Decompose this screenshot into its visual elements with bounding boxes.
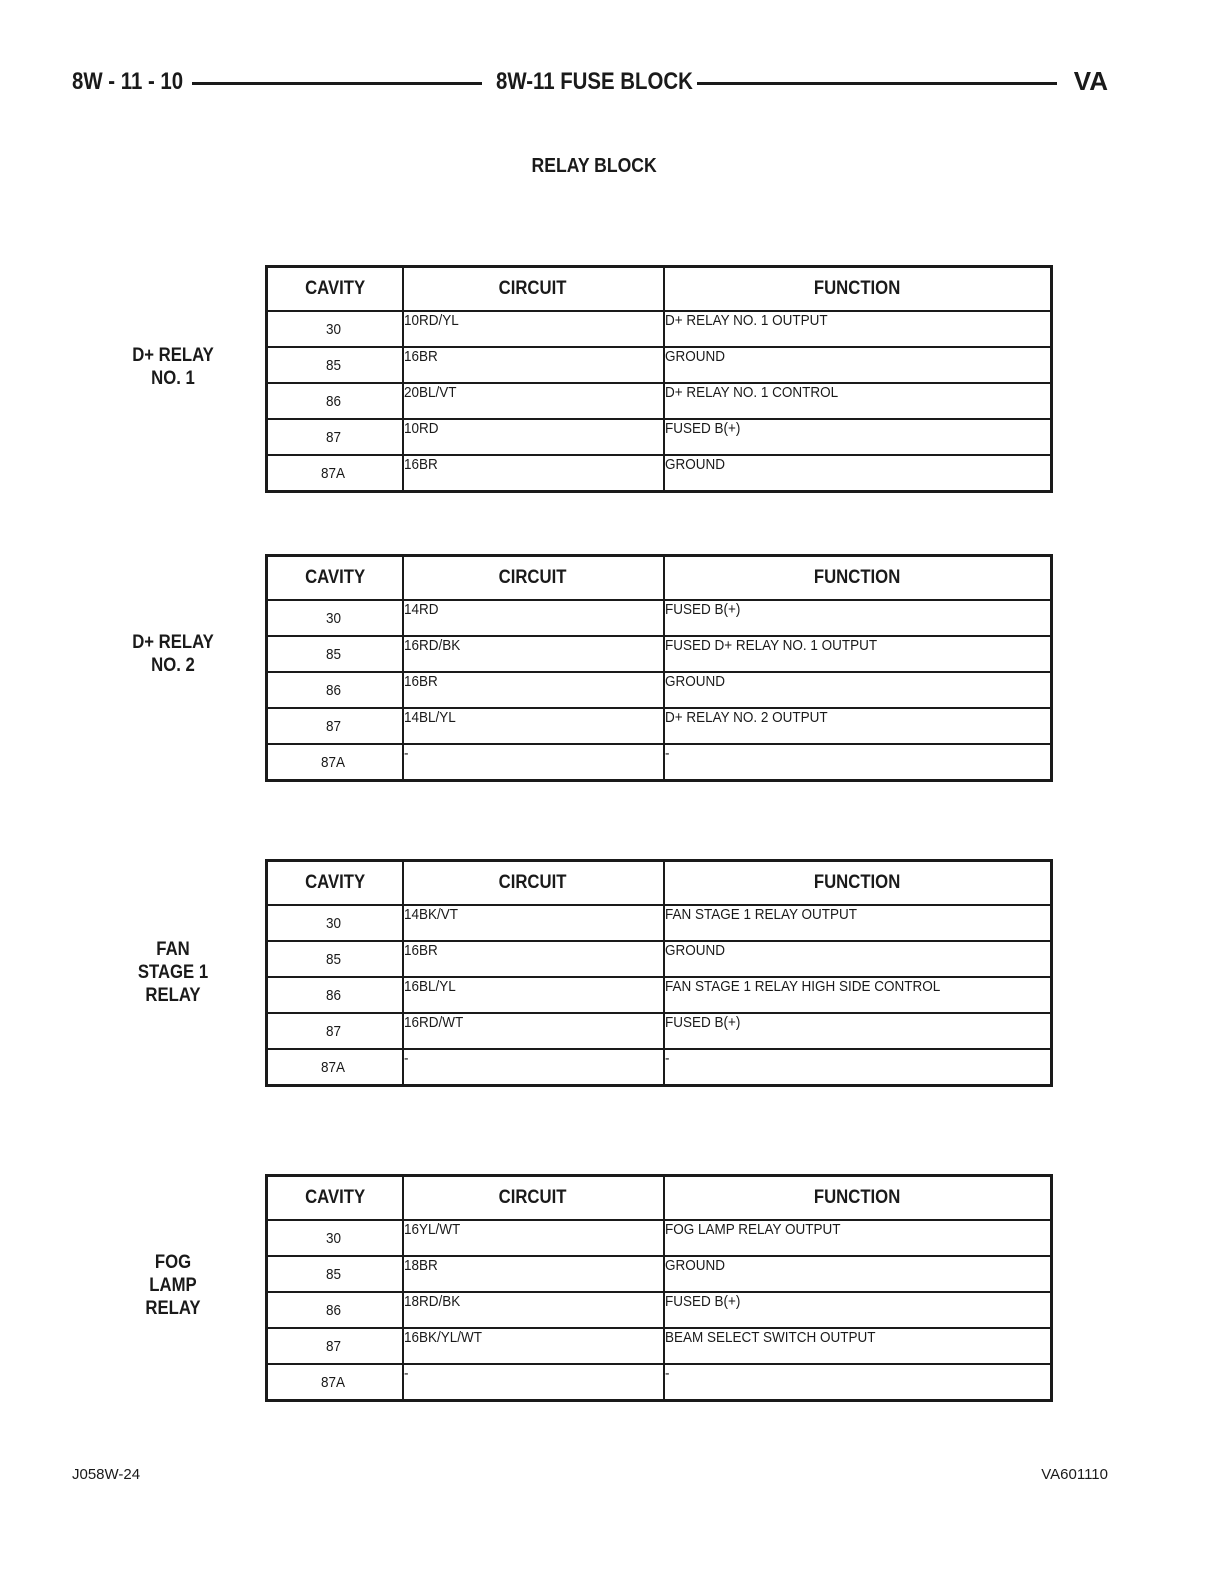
function-value: D+ RELAY NO. 2 OUTPUT bbox=[664, 709, 828, 726]
table-row bbox=[267, 1256, 1052, 1292]
function-value: FUSED B(+) bbox=[664, 601, 740, 618]
cavity-value: 86 bbox=[326, 1301, 342, 1319]
function-cell bbox=[664, 311, 1052, 347]
relay-table-fog-lamp bbox=[265, 1174, 1053, 1402]
table-row bbox=[267, 1220, 1052, 1256]
relay-label-line: NO. 2 bbox=[151, 655, 195, 676]
relay-label-line: STAGE 1 bbox=[137, 962, 209, 983]
cavity-value: 87A bbox=[321, 753, 346, 771]
circuit-value: 10RD/YL bbox=[403, 312, 459, 329]
relay-label-line: RELAY bbox=[145, 985, 201, 1006]
circuit-cell bbox=[403, 1292, 664, 1328]
function-cell bbox=[664, 1292, 1052, 1328]
circuit-cell bbox=[403, 1013, 664, 1049]
circuit-cell bbox=[403, 905, 664, 941]
cavity-cell bbox=[267, 672, 403, 708]
cavity-value: 30 bbox=[326, 1229, 342, 1247]
table-header-row bbox=[267, 556, 1052, 601]
cavity-cell bbox=[267, 708, 403, 744]
cavity-value: 87A bbox=[321, 1058, 346, 1076]
col-header-circuit-text: CIRCUIT bbox=[499, 872, 567, 893]
col-header-circuit-text: CIRCUIT bbox=[499, 278, 567, 299]
function-cell bbox=[664, 419, 1052, 455]
cavity-value: 86 bbox=[326, 392, 342, 410]
circuit-cell bbox=[403, 636, 664, 672]
table-header-row bbox=[267, 267, 1052, 312]
function-value: D+ RELAY NO. 1 CONTROL bbox=[664, 384, 838, 401]
cavity-cell bbox=[267, 1220, 403, 1256]
cavity-cell bbox=[267, 1364, 403, 1401]
col-header-circuit bbox=[403, 861, 664, 906]
relay-label-line: LAMP bbox=[149, 1275, 197, 1296]
cavity-value: 86 bbox=[326, 681, 342, 699]
section-title: 8W-11 FUSE BLOCK bbox=[496, 68, 693, 95]
cavity-value: 30 bbox=[326, 609, 342, 627]
circuit-value: 14RD bbox=[403, 601, 439, 618]
function-value: FUSED B(+) bbox=[664, 420, 740, 437]
cavity-cell bbox=[267, 1049, 403, 1086]
table-row bbox=[267, 1292, 1052, 1328]
function-value: - bbox=[664, 1050, 669, 1067]
relay-label-line: RELAY bbox=[145, 1298, 201, 1319]
footer-left-code: J058W-24 bbox=[72, 1466, 141, 1483]
relay-label-line: D+ RELAY bbox=[132, 632, 214, 653]
cavity-value: 87 bbox=[326, 717, 342, 735]
cavity-value: 87 bbox=[326, 1337, 342, 1355]
cavity-cell bbox=[267, 311, 403, 347]
function-cell bbox=[664, 1328, 1052, 1364]
relay-label-line: FOG bbox=[154, 1252, 192, 1273]
cavity-cell bbox=[267, 600, 403, 636]
col-header-function-text: FUNCTION bbox=[814, 278, 901, 299]
relay-label-line: D+ RELAY bbox=[132, 345, 214, 366]
circuit-value: 18RD/BK bbox=[403, 1293, 460, 1310]
cavity-value: 85 bbox=[326, 356, 342, 374]
function-cell bbox=[664, 383, 1052, 419]
function-cell bbox=[664, 600, 1052, 636]
circuit-value: 16BR bbox=[403, 348, 438, 365]
circuit-value: 16RD/BK bbox=[403, 637, 460, 654]
circuit-cell bbox=[403, 1049, 664, 1086]
col-header-function-text: FUNCTION bbox=[814, 567, 901, 588]
relay-label-d-relay-2 bbox=[110, 631, 236, 677]
cavity-value: 30 bbox=[326, 320, 342, 338]
cavity-value: 30 bbox=[326, 914, 342, 932]
function-cell bbox=[664, 1220, 1052, 1256]
cavity-cell bbox=[267, 744, 403, 781]
function-value: FUSED B(+) bbox=[664, 1293, 740, 1310]
cavity-cell bbox=[267, 905, 403, 941]
relay-label-line: NO. 1 bbox=[151, 368, 195, 389]
col-header-circuit-text: CIRCUIT bbox=[499, 1187, 567, 1208]
circuit-value: 16BR bbox=[403, 673, 438, 690]
table-header-row bbox=[267, 861, 1052, 906]
table-row bbox=[267, 672, 1052, 708]
col-header-cavity bbox=[267, 267, 403, 312]
function-cell bbox=[664, 1256, 1052, 1292]
cavity-cell bbox=[267, 941, 403, 977]
footer-right-code: VA601110 bbox=[1041, 1466, 1108, 1483]
table-header-row bbox=[267, 1176, 1052, 1221]
function-cell bbox=[664, 455, 1052, 492]
cavity-cell bbox=[267, 977, 403, 1013]
relay-label-fan-stage-1 bbox=[110, 938, 236, 1007]
cavity-cell bbox=[267, 383, 403, 419]
col-header-function bbox=[664, 1176, 1052, 1221]
page-number: 8W - 11 - 10 bbox=[72, 68, 184, 95]
table-row bbox=[267, 744, 1052, 781]
col-header-circuit-text: CIRCUIT bbox=[499, 567, 567, 588]
col-header-circuit bbox=[403, 556, 664, 601]
circuit-value: 16BK/YL/WT bbox=[403, 1329, 482, 1346]
col-header-function bbox=[664, 556, 1052, 601]
circuit-value: 16BR bbox=[403, 942, 438, 959]
cavity-value: 85 bbox=[326, 1265, 342, 1283]
col-header-circuit bbox=[403, 267, 664, 312]
circuit-value: 16RD/WT bbox=[403, 1014, 463, 1031]
col-header-cavity-text: CAVITY bbox=[304, 278, 365, 299]
cavity-cell bbox=[267, 455, 403, 492]
table-row bbox=[267, 347, 1052, 383]
table-row bbox=[267, 708, 1052, 744]
function-cell bbox=[664, 672, 1052, 708]
function-value: GROUND bbox=[664, 1257, 725, 1274]
function-cell bbox=[664, 347, 1052, 383]
function-value: - bbox=[664, 1365, 669, 1382]
function-cell bbox=[664, 977, 1052, 1013]
table-row bbox=[267, 419, 1052, 455]
circuit-value: - bbox=[403, 1365, 408, 1382]
table-row bbox=[267, 636, 1052, 672]
relay-label-d-relay-1 bbox=[110, 344, 236, 390]
cavity-value: 85 bbox=[326, 645, 342, 663]
col-header-function-text: FUNCTION bbox=[814, 872, 901, 893]
page-title bbox=[0, 155, 1188, 178]
relay-table-d-relay-1 bbox=[265, 265, 1053, 493]
function-cell bbox=[664, 1049, 1052, 1086]
circuit-cell bbox=[403, 672, 664, 708]
table-row bbox=[267, 383, 1052, 419]
function-value: GROUND bbox=[664, 456, 725, 473]
circuit-value: 14BK/VT bbox=[403, 906, 458, 923]
table-row bbox=[267, 977, 1052, 1013]
cavity-cell bbox=[267, 347, 403, 383]
circuit-value: - bbox=[403, 1050, 408, 1067]
circuit-cell bbox=[403, 744, 664, 781]
function-value: D+ RELAY NO. 1 OUTPUT bbox=[664, 312, 828, 329]
table-row bbox=[267, 600, 1052, 636]
col-header-cavity-text: CAVITY bbox=[304, 1187, 365, 1208]
col-header-cavity bbox=[267, 861, 403, 906]
circuit-cell bbox=[403, 311, 664, 347]
relay-table-d-relay-2 bbox=[265, 554, 1053, 782]
circuit-cell bbox=[403, 1328, 664, 1364]
circuit-value: 14BL/YL bbox=[403, 709, 456, 726]
function-cell bbox=[664, 708, 1052, 744]
function-cell bbox=[664, 636, 1052, 672]
header-rule-right bbox=[697, 82, 1057, 85]
circuit-value: 20BL/VT bbox=[403, 384, 457, 401]
circuit-cell bbox=[403, 1364, 664, 1401]
function-cell bbox=[664, 905, 1052, 941]
circuit-cell bbox=[403, 977, 664, 1013]
function-value: FAN STAGE 1 RELAY OUTPUT bbox=[664, 906, 857, 923]
cavity-cell bbox=[267, 1328, 403, 1364]
function-cell bbox=[664, 1013, 1052, 1049]
cavity-value: 86 bbox=[326, 986, 342, 1004]
table-row bbox=[267, 905, 1052, 941]
function-cell bbox=[664, 744, 1052, 781]
col-header-cavity bbox=[267, 556, 403, 601]
table-row bbox=[267, 1049, 1052, 1086]
function-value: FOG LAMP RELAY OUTPUT bbox=[664, 1221, 841, 1238]
cavity-cell bbox=[267, 636, 403, 672]
circuit-value: 18BR bbox=[403, 1257, 438, 1274]
function-value: FAN STAGE 1 RELAY HIGH SIDE CONTROL bbox=[664, 978, 940, 995]
cavity-cell bbox=[267, 419, 403, 455]
cavity-cell bbox=[267, 1256, 403, 1292]
col-header-circuit bbox=[403, 1176, 664, 1221]
col-header-function bbox=[664, 267, 1052, 312]
function-value: FUSED B(+) bbox=[664, 1014, 740, 1031]
cavity-value: 87 bbox=[326, 428, 342, 446]
circuit-cell bbox=[403, 419, 664, 455]
page-title-text: RELAY BLOCK bbox=[531, 155, 657, 177]
col-header-function bbox=[664, 861, 1052, 906]
table-row bbox=[267, 455, 1052, 492]
function-cell bbox=[664, 1364, 1052, 1401]
circuit-cell bbox=[403, 347, 664, 383]
function-value: BEAM SELECT SWITCH OUTPUT bbox=[664, 1329, 876, 1346]
circuit-value: 16YL/WT bbox=[403, 1221, 460, 1238]
circuit-cell bbox=[403, 1220, 664, 1256]
page-header bbox=[72, 64, 1108, 102]
circuit-cell bbox=[403, 600, 664, 636]
circuit-cell bbox=[403, 708, 664, 744]
col-header-function-text: FUNCTION bbox=[814, 1187, 901, 1208]
relay-label-line: FAN bbox=[156, 939, 190, 960]
function-cell bbox=[664, 941, 1052, 977]
cavity-value: 87A bbox=[321, 464, 346, 482]
table-row bbox=[267, 941, 1052, 977]
function-value: GROUND bbox=[664, 942, 725, 959]
relay-label-fog-lamp bbox=[110, 1251, 236, 1320]
relay-table-fan-stage-1 bbox=[265, 859, 1053, 1087]
function-value: - bbox=[664, 745, 669, 762]
function-value: FUSED D+ RELAY NO. 1 OUTPUT bbox=[664, 637, 877, 654]
cavity-value: 87 bbox=[326, 1022, 342, 1040]
col-header-cavity bbox=[267, 1176, 403, 1221]
circuit-cell bbox=[403, 941, 664, 977]
cavity-cell bbox=[267, 1292, 403, 1328]
circuit-value: 10RD bbox=[403, 420, 439, 437]
col-header-cavity-text: CAVITY bbox=[304, 567, 365, 588]
table-row bbox=[267, 311, 1052, 347]
cavity-cell bbox=[267, 1013, 403, 1049]
col-header-cavity-text: CAVITY bbox=[304, 872, 365, 893]
table-row bbox=[267, 1364, 1052, 1401]
table-row bbox=[267, 1328, 1052, 1364]
circuit-value: 16BL/YL bbox=[403, 978, 456, 995]
table-row bbox=[267, 1013, 1052, 1049]
circuit-value: 16BR bbox=[403, 456, 438, 473]
circuit-cell bbox=[403, 455, 664, 492]
circuit-cell bbox=[403, 1256, 664, 1292]
header-rule-left bbox=[192, 82, 482, 85]
function-value: GROUND bbox=[664, 348, 725, 365]
circuit-value: - bbox=[403, 745, 408, 762]
cavity-value: 87A bbox=[321, 1373, 346, 1391]
circuit-cell bbox=[403, 383, 664, 419]
model-code: VA bbox=[1073, 66, 1108, 96]
function-value: GROUND bbox=[664, 673, 725, 690]
cavity-value: 85 bbox=[326, 950, 342, 968]
